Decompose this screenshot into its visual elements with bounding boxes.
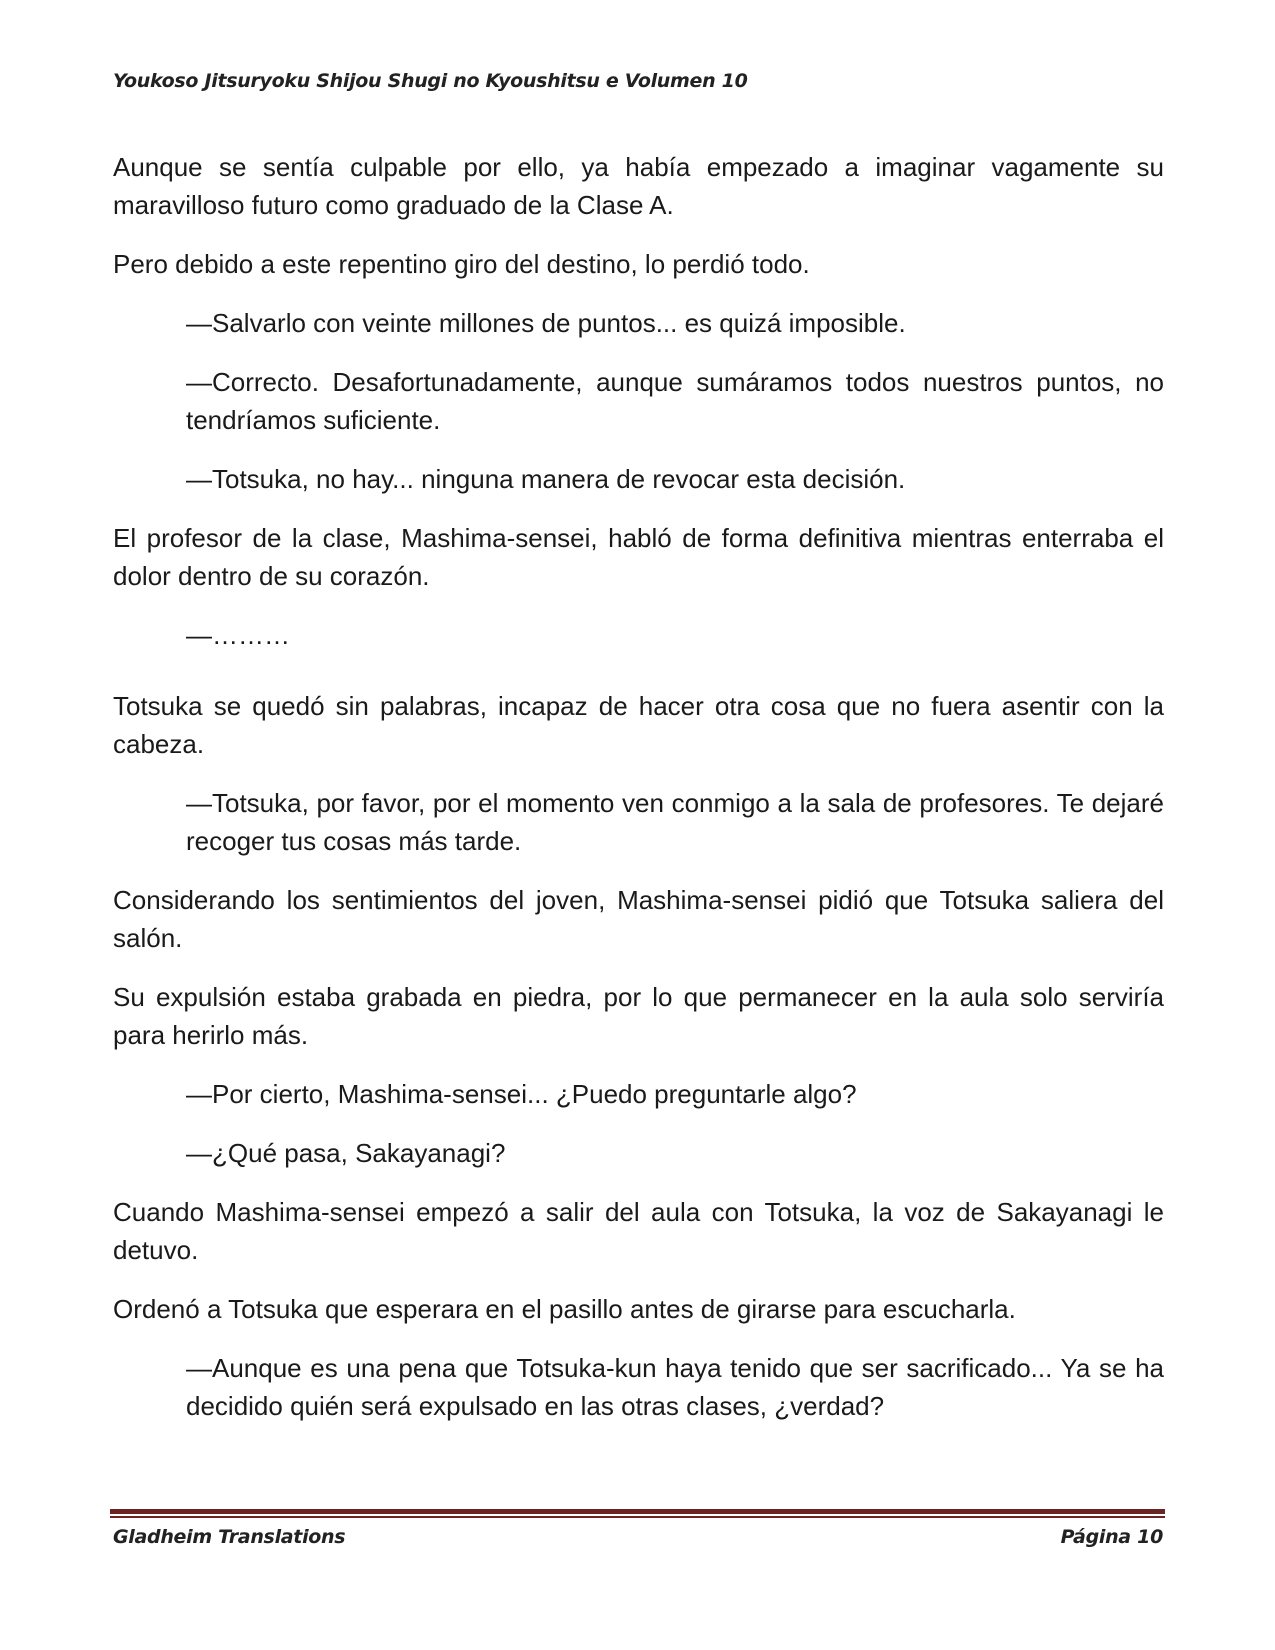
running-header: Youkoso Jitsuryoku Shijou Shugi no Kyoushitsu e Volumen 10 — [113, 70, 748, 92]
body-text — [113, 148, 1164, 1446]
footer-publisher: Gladheim Translations — [113, 1526, 346, 1548]
footer-divider-thin — [110, 1516, 1165, 1518]
dialogue-line: —Totsuka, por favor, por el momento ven conmigo a la sala de profesores. Te dejaré recoger tus cosas más tarde. — [186, 788, 1164, 856]
dialogue-line: —Aunque es una pena que Totsuka-kun haya tenido que ser sacrificado... Ya se ha decidido quién será expulsado en las otras clases, ¿verdad? — [186, 1353, 1164, 1421]
dialogue-line: —Correcto. Desafortunadamente, aunque sumáramos todos nuestros puntos, no tendríamos suficiente. — [186, 367, 1164, 435]
footer-divider — [110, 1509, 1165, 1514]
paragraph: Su expulsión estaba grabada en piedra, por lo que permanecer en la aula solo serviría para herirlo más. — [113, 982, 1164, 1050]
dialogue-line: —Totsuka, no hay... ninguna manera de revocar esta decisión. — [186, 464, 906, 494]
dialogue-line: —¿Qué pasa, Sakayanagi? — [186, 1138, 506, 1168]
paragraph: Totsuka se quedó sin palabras, incapaz de hacer otra cosa que no fuera asentir con la cabeza. — [113, 691, 1164, 759]
page-number: Página 10 — [1060, 1526, 1163, 1548]
paragraph: Ordenó a Totsuka que esperara en el pasillo antes de girarse para escucharla. — [113, 1294, 1016, 1324]
dialogue-line: —Por cierto, Mashima-sensei... ¿Puedo preguntarle algo? — [186, 1079, 857, 1109]
paragraph: Aunque se sentía culpable por ello, ya había empezado a imaginar vagamente su maravilloso futuro como graduado de la Clase A. — [113, 152, 1164, 220]
paragraph: Pero debido a este repentino giro del destino, lo perdió todo. — [113, 249, 810, 279]
paragraph: Considerando los sentimientos del joven, Mashima-sensei pidió que Totsuka saliera del salón. — [113, 885, 1164, 953]
dialogue-line: —Salvarlo con veinte millones de puntos... es quizá imposible. — [186, 308, 906, 338]
paragraph: Cuando Mashima-sensei empezó a salir del aula con Totsuka, la voz de Sakayanagi le detuvo. — [113, 1197, 1164, 1265]
dialogue-ellipsis: —……… — [186, 620, 290, 650]
paragraph: El profesor de la clase, Mashima-sensei, habló de forma definitiva mientras enterraba el dolor dentro de su corazón. — [113, 523, 1164, 591]
